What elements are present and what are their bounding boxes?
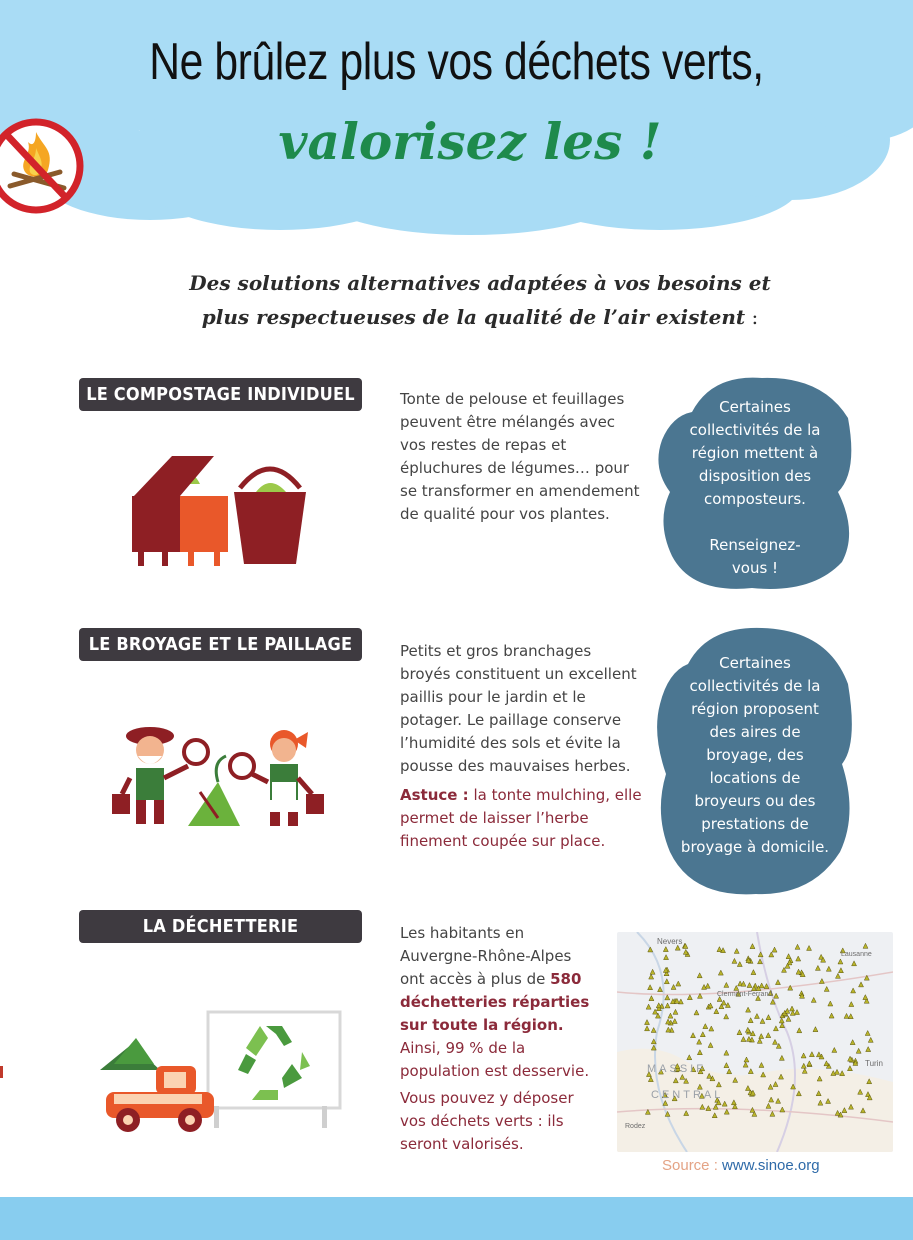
dechetteries-map [617,932,893,1152]
map-label: Lausanne [841,951,872,958]
dechetterie-text-before: Les habitants en Auvergne-Rhône-Alpes ont accès à plus de [400,924,572,988]
recycling-truck-icon [96,1008,348,1132]
map-source [662,1157,820,1174]
info-bubble-broyage [652,624,858,900]
intro-text [120,266,840,334]
source-label: Source : [662,1157,723,1174]
intro-line-1: Des solutions alternatives adaptées à vos besoins et [189,271,771,295]
bubble-text-compostage: Certaines collectivités de la région mettent à disposition des composteurs. [689,398,821,508]
section-label-compostage: LE COMPOSTAGE INDIVIDUEL [79,378,362,411]
dechetterie-text-emph: 580 déchetteries réparties sur toute la région. [400,970,590,1034]
map-label: MASSIF [647,1063,706,1075]
page-title: Ne brûlez plus vos déchets verts, [149,33,764,91]
no-fire-icon [0,112,88,216]
section-text-broyage [400,640,645,853]
tip-label: Astuce : [400,786,469,804]
map-label: Nevers [657,937,683,946]
section-text-broyage-body: Petits et gros branchages broyés constituent un excellent paillis pour le jardin et le potager. Le paillage conserve l’humidité des sols et évite la pousse des mauvaises herbes. [400,642,637,775]
info-bubble-compostage [652,372,858,594]
source-link[interactable]: www.sinoe.org [722,1157,820,1174]
page-title-accent: valorisez les ! [278,112,662,171]
dechetterie-text-after: Ainsi, 99 % de la population est desservie. [400,1039,590,1080]
compost-bin-icon [128,452,308,570]
dechetterie-text-2: Vous pouvez y déposer vos déchets verts : ils seront valorisés. [400,1089,574,1153]
bubble-text-broyage: Certaines collectivités de la région proposent des aires de broyage, des locations de broyeurs ou des prestations de broyage à domicile. [680,654,830,856]
bubble-cta: Renseignez-vous ! [709,536,801,577]
footer-band [0,1197,913,1240]
map-label: CENTRAL [651,1089,724,1101]
section-label-dechetterie: LA DÉCHETTERIE [79,910,362,943]
map-label: Clermont-Ferrand [717,991,773,998]
map-image [617,932,893,1152]
gardeners-icon [108,722,332,830]
map-label: Turin [865,1059,883,1068]
intro-line-2: plus respectueuses de la qualité de l’air existent [201,305,746,329]
tip-text [400,784,645,853]
section-text-compostage: Tonte de pelouse et feuillages peuvent être mélangés avec vos restes de repas et épluchures de légumes… pour se transformer en amendement de qualité pour vos plantes. [400,390,640,523]
section-text-dechetterie [400,922,600,1156]
intro-suffix: : [745,305,759,329]
tip-body: la tonte mulching, elle permet de laisser l’herbe finement coupée sur place. [400,786,642,850]
map-label: Rodez [625,1123,646,1130]
section-label-broyage: LE BROYAGE ET LE PAILLAGE [79,628,362,661]
edge-mark [0,1066,3,1078]
